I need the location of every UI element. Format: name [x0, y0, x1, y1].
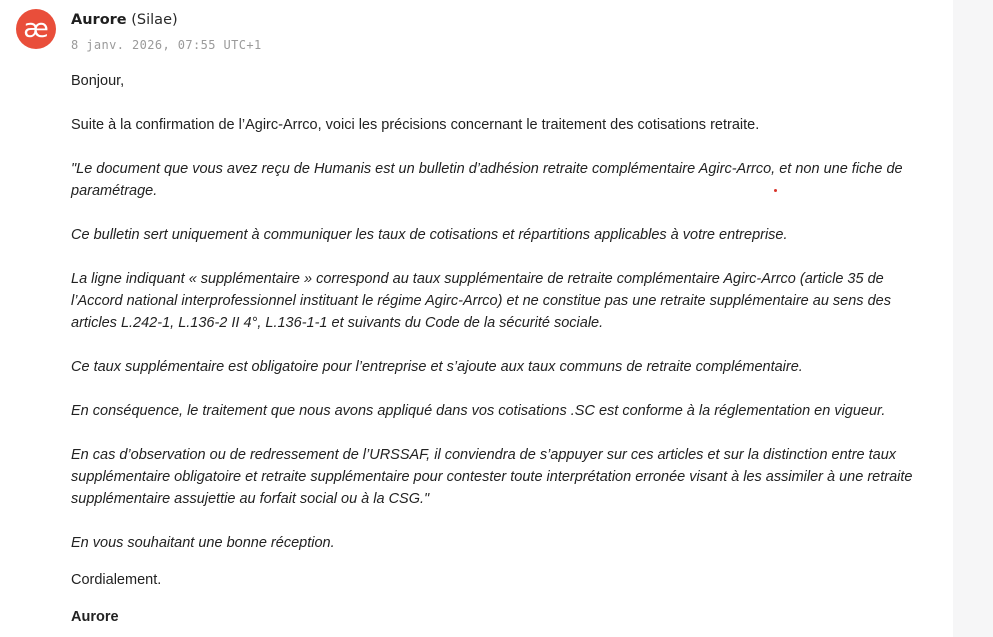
message-body [71, 70, 937, 628]
cursor-dot [774, 189, 777, 192]
message-header [71, 10, 178, 30]
right-panel-edge [953, 0, 993, 637]
quote-paragraph-1: "Le document que vous avez reçu de Humanis est un bulletin d’adhésion retraite complémentaire Agirc-Arrco, et non une fiche de paramétrage. [71, 161, 903, 199]
sender-avatar[interactable]: æ [16, 9, 56, 49]
quote-paragraph-2: Ce bulletin sert uniquement à communiquer les taux de cotisations et répartitions applicables à votre entreprise. [71, 227, 788, 243]
quote-paragraph-6: En cas d’observation ou de redressement de l’URSSAF, il conviendra de s’appuyer sur ces articles et sur la distinction entre taux supplémentaire obligatoire et retraite supplémentaire pour contester toute interprétation erronée visant à les assimiler à une retraite supplémentaire assujettie au forfait social ou à la CSG." [71, 447, 913, 507]
quote-paragraph-3: La ligne indiquant « supplémentaire » correspond au taux supplémentaire de retraite complémentaire Agirc-Arrco (article 35 de l’Accord national interprofessionnel instituant le régime Agirc-Arrco) et ne constitue pas une retraite supplémentaire au sens des articles L.242-1, L.136-2 II 4°, L.136-1-1 et suivants du Code de la sécurité sociale. [71, 271, 891, 331]
intro-paragraph: Suite à la confirmation de l’Agirc-Arrco, voici les précisions concernant le traitement des cotisations retraite. [71, 117, 760, 133]
sender-name[interactable]: Aurore [71, 12, 127, 28]
greeting: Bonjour, [71, 73, 125, 89]
signature: Aurore [71, 609, 119, 625]
closing-wish: En vous souhaitant une bonne réception. [71, 535, 335, 551]
message-timestamp[interactable]: 8 janv. 2026, 07:55 UTC+1 [71, 38, 262, 52]
sender-org: (Silae) [131, 12, 178, 28]
quote-paragraph-4: Ce taux supplémentaire est obligatoire pour l’entreprise et s’ajoute aux taux communs de retraite complémentaire. [71, 359, 803, 375]
sign-off: Cordialement. [71, 572, 162, 588]
quote-paragraph-5: En conséquence, le traitement que nous avons appliqué dans vos cotisations .SC est conforme à la réglementation en vigueur. [71, 403, 886, 419]
